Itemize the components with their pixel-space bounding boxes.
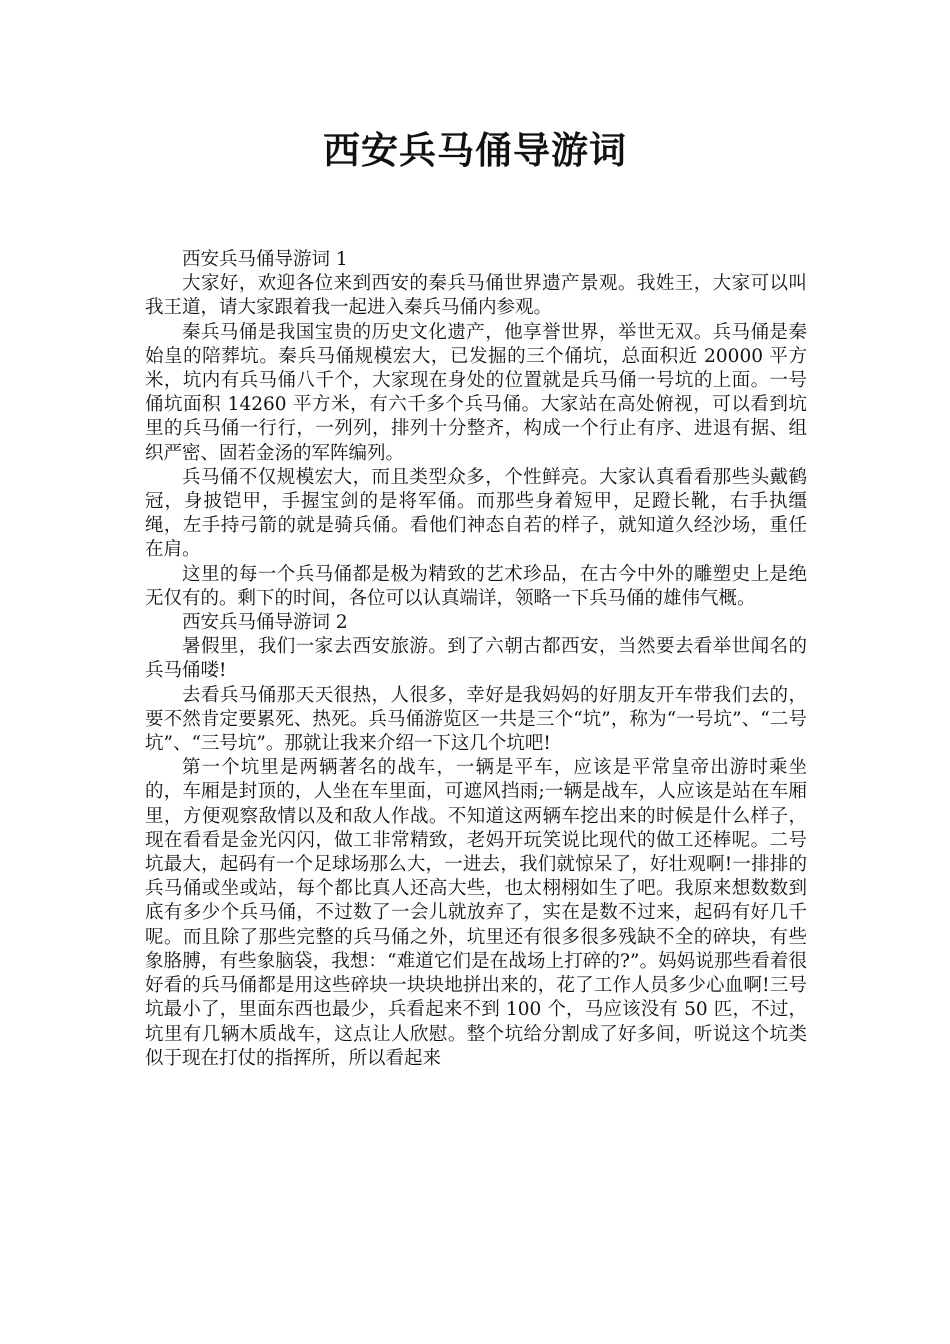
paragraph: 大家好，欢迎各位来到西安的秦兵马俑世界遗产景观。我姓王，大家可以叫我王道，请大家跟着我一起进入秦兵马俑内参观。 — [145, 273, 807, 319]
paragraph: 第一个坑里是两辆著名的战车，一辆是平车，应该是平常皇帝出游时乘坐的，车厢是封顶的，人坐在车里面，可遮风挡雨;一辆是战车，人应该是站在车厢里，方便观察敌情以及和敌人作战。不知道这两辆车挖出来的时候是什么样子，现在看看是金光闪闪，做工非常精致，老妈开玩笑说比现代的做工还棒呢。二号坑最大，起码有一个足球场那么大，一进去，我们就惊呆了，好壮观啊!一排排的兵马俑或坐或站，每个都比真人还高大些，也太栩栩如生了吧。我原来想数数到底有多少个兵马俑，不过数了一会儿就放弃了，实在是数不过来，起码有好几千呢。而且除了那些完整的兵马俑之外，坑里还有很多很多残缺不全的碎块，有些象胳膊，有些象脑袋，我想：“难道它们是在战场上打碎的?”。妈妈说那些看着很好看的兵马俑都是用这些碎块一块块地拼出来的，花了工作人员多少心血啊!三号坑最小了，里面东西也最少，兵看起来不到 100 个，马应该没有 50 匹，不过，坑里有几辆木质战车，这点让人欣慰。整个坑给分割成了好多间，听说这个坑类似于现在打仗的指挥所，所以看起来 — [145, 757, 807, 1069]
paragraph: 兵马俑不仅规模宏大，而且类型众多，个性鲜亮。大家认真看看那些头戴鹤冠，身披铠甲，手握宝剑的是将军俑。而那些身着短甲，足蹬长靴，右手执缰绳，左手持弓箭的就是骑兵俑。看他们神态自若的样子，就知道久经沙场，重任在肩。 — [145, 466, 807, 561]
section-heading-2: 西安兵马俑导游词 2 — [182, 612, 348, 634]
paragraph: 这里的每一个兵马俑都是极为精致的艺术珍品，在古今中外的雕塑史上是绝无仅有的。剩下的时间，各位可以认真端详，领略一下兵马俑的雄伟气概。 — [145, 563, 807, 609]
document-title: 西安兵马俑导游词 — [323, 129, 627, 172]
paragraph: 秦兵马俑是我国宝贵的历史文化遗产，他享誉世界，举世无双。兵马俑是秦始皇的陪葬坑。秦兵马俑规模宏大，已发掘的三个俑坑，总面积近 20000 平方米，坑内有兵马俑八千个，大家现在身处的位置就是兵马俑一号坑的上面。一号俑坑面积 14260 平方米，有六千多个兵马俑。大家站在高处俯视，可以看到坑里的兵马俑一行行，一列列，排列十分整齐，构成一个行止有序、进退有据、组织严密、固若金汤的军阵编列。 — [145, 321, 807, 464]
document-body — [145, 248, 807, 1071]
paragraph: 暑假里，我们一家去西安旅游。到了六朝古都西安，当然要去看举世闻名的兵马俑喽! — [145, 636, 807, 682]
section-heading-1: 西安兵马俑导游词 1 — [182, 249, 348, 270]
paragraph: 去看兵马俑那天天很热，人很多，幸好是我妈妈的好朋友开车带我们去的，要不然肯定要累死、热死。兵马俑游览区一共是三个“坑”，称为“一号坑”、“二号坑”、“三号坑”。那就让我来介绍一下这几个坑吧! — [145, 684, 807, 755]
